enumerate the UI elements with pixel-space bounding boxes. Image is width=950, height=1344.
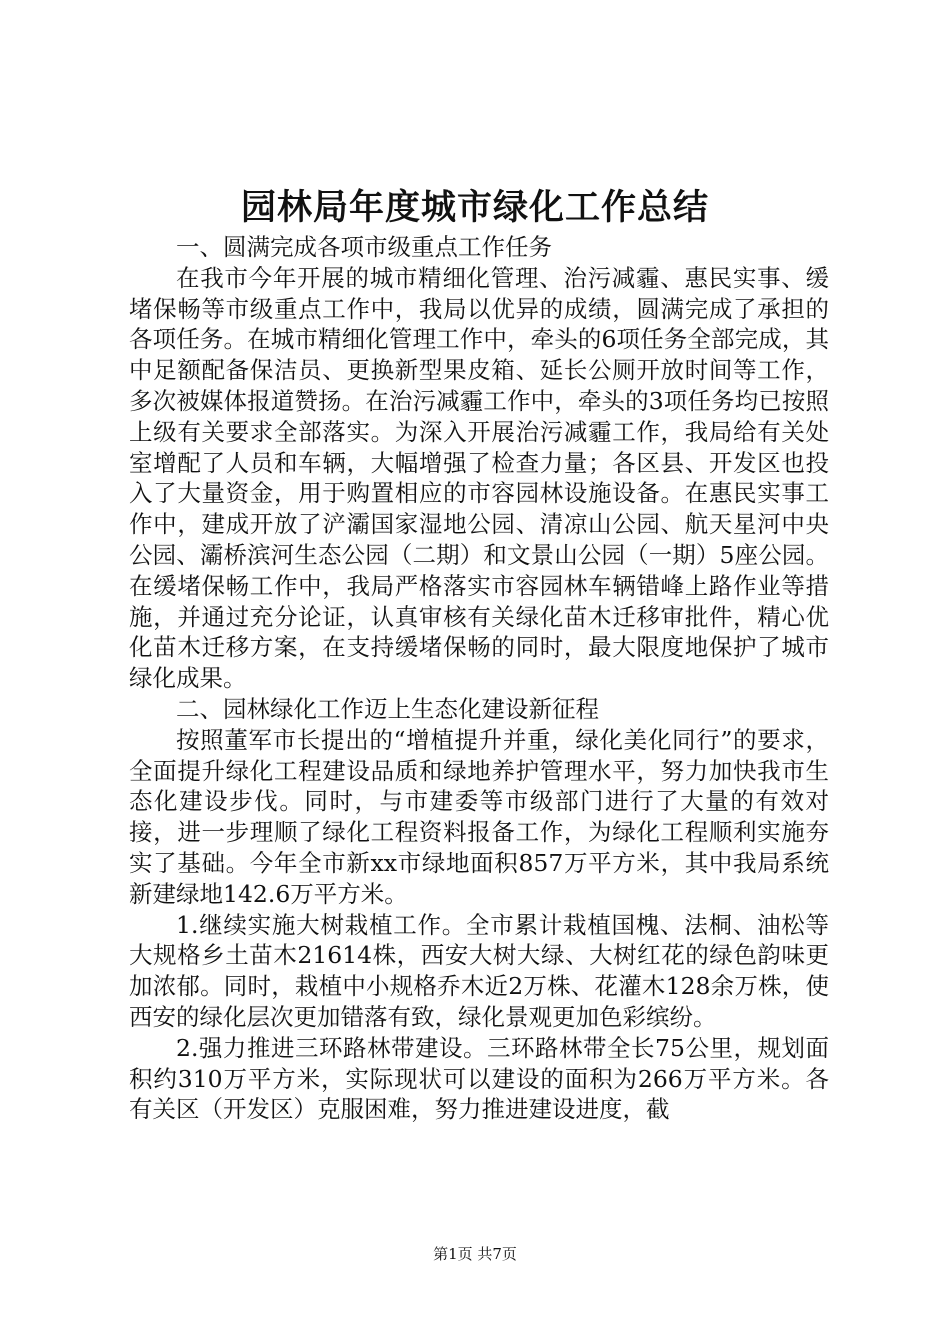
paragraph: 在我市今年开展的城市精细化管理、治污减霾、惠民实事、缓堵保畅等市级重点工作中，我局以优异的成绩，圆满完成了承担的各项任务。在城市精细化管理工作中，牵头的6项任务全部完成，其中足额配备保洁员、更换新型果皮箱、延长公厕开放时间等工作，多次被媒体报道赞扬。在治污减霾工作中，牵头的3项任务均已按照上级有关要求全部落实。为深入开展治污减霾工作，我局给有关处室增配了人员和车辆，大幅增强了检查力量；各区县、开发区也投入了大量资金，用于购置相应的市容园林设施设备。在惠民实事工作中，建成开放了浐灞国家湿地公园、清凉山公园、航天星河中央公园、灞桥滨河生态公园（二期）和文景山公园（一期）5座公园。在缓堵保畅工作中，我局严格落实市容园林车辆错峰上路作业等措施，并通过充分论证，认真审核有关绿化苗木迁移审批件，精心优化苗木迁移方案，在支持缓堵保畅的同时，最大限度地保护了城市绿化成果。 [129, 263, 829, 693]
document-title: 园林局年度城市绿化工作总结 [240, 187, 709, 228]
section-heading-1: 一、圆满完成各项市级重点工作任务 [176, 233, 552, 261]
page-number-footer: 第1页 共7页 [433, 1245, 517, 1263]
numbered-paragraph-2: 2.强力推进三环路林带建设。三环路林带全长75公里，规划面积约310万平方米，实际现状可以建设的面积为266万平方米。各有关区（开发区）克服困难，努力推进建设进度，截 [129, 1033, 829, 1124]
section-heading-2: 二、园林绿化工作迈上生态化建设新征程 [176, 694, 599, 723]
numbered-paragraph-1: 1.继续实施大树栽植工作。全市累计栽植国槐、法桐、油松等大规格乡土苗木21614株，西安大树大绿、大树红花的绿色韵味更加浓郁。同时，栽植中小规格乔木近2万株、花灌木128余万株，使西安的绿化层次更加错落有致，绿化景观更加色彩缤纷。 [129, 910, 829, 1031]
document-body [129, 232, 829, 1125]
paragraph: 按照董军市长提出的“增植提升并重，绿化美化同行”的要求，全面提升绿化工程建设品质和绿地养护管理水平，努力加快我市生态化建设步伐。同时，与市建委等市级部门进行了大量的有效对接，进一步理顺了绿化工程资料报备工作，为绿化工程顺利实施夯实了基础。今年全市新xx市绿地面积857万平方米，其中我局系统新建绿地142.6万平方米。 [129, 725, 829, 908]
